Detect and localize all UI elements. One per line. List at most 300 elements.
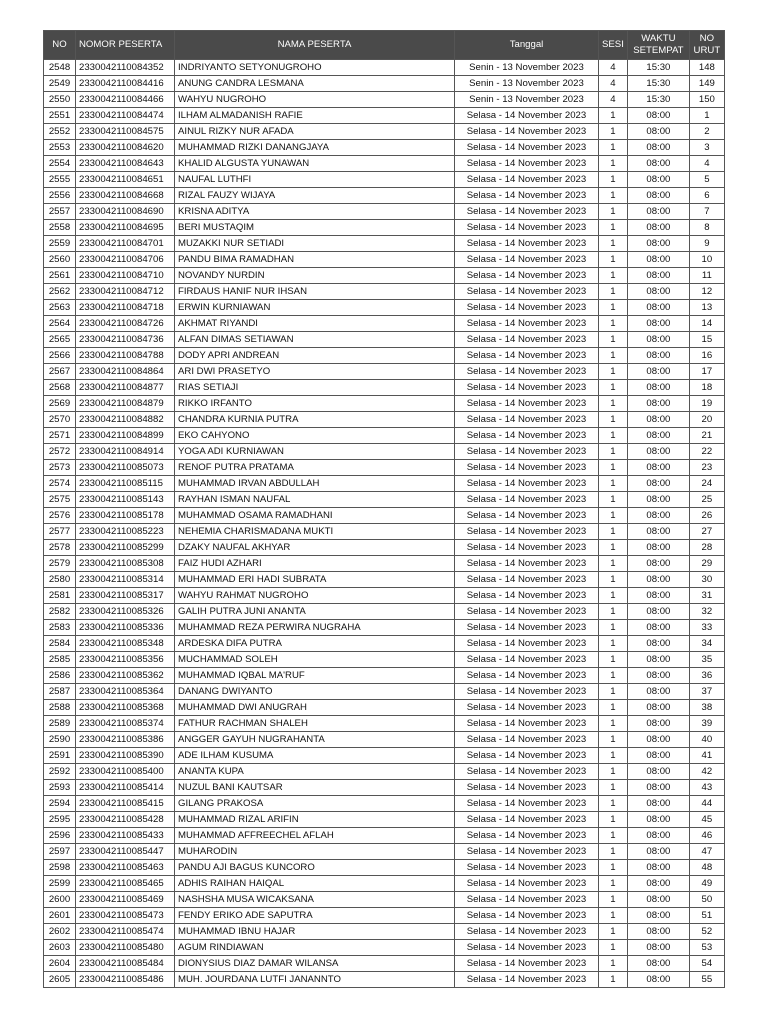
cell-waktu: 08:00 [627,124,689,140]
cell-no-urut: 28 [689,540,724,556]
table-row [44,652,725,668]
cell-no-urut: 40 [689,732,724,748]
cell-tanggal: Selasa - 14 November 2023 [455,828,599,844]
cell-sesi: 1 [599,300,628,316]
cell-sesi: 1 [599,412,628,428]
cell-sesi: 1 [599,492,628,508]
cell-nomor-peserta: 2330042110085368 [76,700,175,716]
cell-sesi: 1 [599,684,628,700]
cell-nomor-peserta: 2330042110085484 [76,956,175,972]
cell-no: 2571 [44,428,76,444]
cell-no: 2555 [44,172,76,188]
cell-no-urut: 47 [689,844,724,860]
table-row [44,620,725,636]
cell-sesi: 1 [599,636,628,652]
cell-nama-peserta: MUHARODIN [175,844,455,860]
cell-no: 2570 [44,412,76,428]
cell-nama-peserta: ANANTA KUPA [175,764,455,780]
table-row [44,92,725,108]
cell-nomor-peserta: 2330042110085143 [76,492,175,508]
cell-no-urut: 3 [689,140,724,156]
cell-nama-peserta: GALIH PUTRA JUNI ANANTA [175,604,455,620]
cell-tanggal: Selasa - 14 November 2023 [455,732,599,748]
table-row [44,76,725,92]
cell-sesi: 1 [599,316,628,332]
cell-sesi: 1 [599,380,628,396]
cell-no: 2583 [44,620,76,636]
cell-nama-peserta: INDRIYANTO SETYONUGROHO [175,60,455,76]
cell-no-urut: 50 [689,892,724,908]
cell-nama-peserta: NOVANDY NURDIN [175,268,455,284]
table-row [44,188,725,204]
cell-sesi: 4 [599,60,628,76]
cell-nama-peserta: ARDESKA DIFA PUTRA [175,636,455,652]
cell-tanggal: Selasa - 14 November 2023 [455,252,599,268]
cell-tanggal: Selasa - 14 November 2023 [455,220,599,236]
cell-no: 2582 [44,604,76,620]
cell-no-urut: 27 [689,524,724,540]
table-row [44,252,725,268]
table-row [44,956,725,972]
cell-nomor-peserta: 2330042110084899 [76,428,175,444]
cell-nama-peserta: MUH. JOURDANA LUTFI JANANNTO [175,972,455,988]
cell-tanggal: Selasa - 14 November 2023 [455,652,599,668]
cell-waktu: 08:00 [627,844,689,860]
cell-no-urut: 36 [689,668,724,684]
cell-tanggal: Selasa - 14 November 2023 [455,924,599,940]
cell-sesi: 1 [599,396,628,412]
cell-nama-peserta: NEHEMIA CHARISMADANA MUKTI [175,524,455,540]
table-row [44,892,725,908]
cell-waktu: 08:00 [627,220,689,236]
cell-no-urut: 5 [689,172,724,188]
cell-no-urut: 51 [689,908,724,924]
table-row [44,876,725,892]
cell-waktu: 08:00 [627,588,689,604]
cell-sesi: 1 [599,652,628,668]
cell-nomor-peserta: 2330042110085433 [76,828,175,844]
cell-nomor-peserta: 2330042110084914 [76,444,175,460]
cell-tanggal: Selasa - 14 November 2023 [455,668,599,684]
cell-waktu: 08:00 [627,252,689,268]
table-row [44,908,725,924]
cell-nama-peserta: EKO CAHYONO [175,428,455,444]
cell-no: 2597 [44,844,76,860]
cell-no: 2572 [44,444,76,460]
cell-sesi: 1 [599,700,628,716]
cell-nomor-peserta: 2330042110085073 [76,460,175,476]
cell-sesi: 1 [599,476,628,492]
cell-nama-peserta: KRISNA ADITYA [175,204,455,220]
cell-tanggal: Selasa - 14 November 2023 [455,316,599,332]
cell-sesi: 1 [599,572,628,588]
table-row [44,524,725,540]
cell-sesi: 1 [599,940,628,956]
cell-waktu: 15:30 [627,76,689,92]
cell-waktu: 08:00 [627,332,689,348]
cell-no-urut: 33 [689,620,724,636]
cell-tanggal: Selasa - 14 November 2023 [455,300,599,316]
cell-tanggal: Selasa - 14 November 2023 [455,684,599,700]
cell-no-urut: 38 [689,700,724,716]
cell-nama-peserta: ANUNG CANDRA LESMANA [175,76,455,92]
cell-tanggal: Selasa - 14 November 2023 [455,780,599,796]
cell-sesi: 4 [599,76,628,92]
cell-sesi: 1 [599,844,628,860]
cell-nomor-peserta: 2330042110085336 [76,620,175,636]
cell-nama-peserta: ANGGER GAYUH NUGRAHANTA [175,732,455,748]
cell-tanggal: Senin - 13 November 2023 [455,92,599,108]
cell-tanggal: Selasa - 14 November 2023 [455,284,599,300]
cell-sesi: 1 [599,972,628,988]
cell-sesi: 1 [599,108,628,124]
cell-tanggal: Selasa - 14 November 2023 [455,476,599,492]
cell-no: 2562 [44,284,76,300]
cell-nomor-peserta: 2330042110085473 [76,908,175,924]
cell-nomor-peserta: 2330042110084643 [76,156,175,172]
cell-waktu: 08:00 [627,188,689,204]
cell-nama-peserta: MUHAMMAD AFFREECHEL AFLAH [175,828,455,844]
cell-nama-peserta: DZAKY NAUFAL AKHYAR [175,540,455,556]
cell-sesi: 1 [599,556,628,572]
cell-sesi: 1 [599,812,628,828]
cell-waktu: 08:00 [627,684,689,700]
cell-no: 2602 [44,924,76,940]
cell-no-urut: 2 [689,124,724,140]
cell-nama-peserta: ARI DWI PRASETYO [175,364,455,380]
table-row [44,828,725,844]
table-body [44,60,725,988]
table-row [44,428,725,444]
cell-tanggal: Selasa - 14 November 2023 [455,204,599,220]
cell-nama-peserta: ILHAM ALMADANISH RAFIE [175,108,455,124]
table-row [44,844,725,860]
cell-nama-peserta: NUZUL BANI KAUTSAR [175,780,455,796]
cell-tanggal: Senin - 13 November 2023 [455,76,599,92]
cell-sesi: 1 [599,348,628,364]
cell-nomor-peserta: 2330042110085415 [76,796,175,812]
header-row [44,31,725,60]
cell-nama-peserta: MUHAMMAD RIZAL ARIFIN [175,812,455,828]
cell-waktu: 08:00 [627,140,689,156]
cell-sesi: 1 [599,876,628,892]
cell-nama-peserta: MUHAMMAD REZA PERWIRA NUGRAHA [175,620,455,636]
cell-nomor-peserta: 2330042110085299 [76,540,175,556]
cell-nama-peserta: FAIZ HUDI AZHARI [175,556,455,572]
cell-nomor-peserta: 2330042110084882 [76,412,175,428]
table-row [44,380,725,396]
cell-no-urut: 34 [689,636,724,652]
cell-nomor-peserta: 2330042110084651 [76,172,175,188]
cell-no-urut: 18 [689,380,724,396]
cell-tanggal: Selasa - 14 November 2023 [455,380,599,396]
cell-no: 2564 [44,316,76,332]
cell-nomor-peserta: 2330042110084695 [76,220,175,236]
cell-tanggal: Selasa - 14 November 2023 [455,412,599,428]
cell-tanggal: Selasa - 14 November 2023 [455,908,599,924]
cell-nomor-peserta: 2330042110084864 [76,364,175,380]
cell-nomor-peserta: 2330042110085314 [76,572,175,588]
cell-no-urut: 7 [689,204,724,220]
cell-nama-peserta: MUHAMMAD OSAMA RAMADHANI [175,508,455,524]
cell-no-urut: 24 [689,476,724,492]
cell-nomor-peserta: 2330042110084736 [76,332,175,348]
table-row [44,444,725,460]
cell-no-urut: 12 [689,284,724,300]
cell-no-urut: 32 [689,604,724,620]
cell-waktu: 08:00 [627,716,689,732]
cell-waktu: 08:00 [627,204,689,220]
cell-tanggal: Selasa - 14 November 2023 [455,508,599,524]
cell-no-urut: 9 [689,236,724,252]
cell-waktu: 08:00 [627,908,689,924]
cell-sesi: 1 [599,252,628,268]
cell-tanggal: Selasa - 14 November 2023 [455,812,599,828]
cell-no: 2561 [44,268,76,284]
cell-sesi: 1 [599,588,628,604]
cell-nama-peserta: AGUM RINDIAWAN [175,940,455,956]
cell-no: 2560 [44,252,76,268]
cell-waktu: 08:00 [627,508,689,524]
cell-nomor-peserta: 2330042110084466 [76,92,175,108]
cell-nama-peserta: ADE ILHAM KUSUMA [175,748,455,764]
table-row [44,124,725,140]
table-row [44,556,725,572]
table-row [44,764,725,780]
cell-no-urut: 148 [689,60,724,76]
cell-nama-peserta: DODY APRI ANDREAN [175,348,455,364]
cell-waktu: 08:00 [627,572,689,588]
cell-tanggal: Selasa - 14 November 2023 [455,172,599,188]
table-row [44,268,725,284]
cell-no: 2596 [44,828,76,844]
table-row [44,316,725,332]
cell-tanggal: Selasa - 14 November 2023 [455,716,599,732]
header-no: NO [44,31,76,60]
cell-waktu: 08:00 [627,652,689,668]
cell-sesi: 1 [599,668,628,684]
header-sesi: SESI [599,31,628,60]
cell-tanggal: Selasa - 14 November 2023 [455,860,599,876]
table-row [44,780,725,796]
cell-no-urut: 45 [689,812,724,828]
cell-sesi: 1 [599,188,628,204]
cell-no: 2559 [44,236,76,252]
cell-no: 2569 [44,396,76,412]
cell-tanggal: Selasa - 14 November 2023 [455,876,599,892]
table-header [44,31,725,60]
cell-sesi: 1 [599,204,628,220]
cell-nomor-peserta: 2330042110084690 [76,204,175,220]
table-row [44,812,725,828]
cell-nama-peserta: FATHUR RACHMAN SHALEH [175,716,455,732]
cell-nama-peserta: PANDU AJI BAGUS KUNCORO [175,860,455,876]
cell-tanggal: Selasa - 14 November 2023 [455,604,599,620]
table-row [44,924,725,940]
cell-no: 2601 [44,908,76,924]
cell-no-urut: 8 [689,220,724,236]
cell-waktu: 08:00 [627,924,689,940]
table-row [44,396,725,412]
cell-no-urut: 52 [689,924,724,940]
cell-nomor-peserta: 2330042110085390 [76,748,175,764]
cell-no-urut: 25 [689,492,724,508]
cell-nomor-peserta: 2330042110084416 [76,76,175,92]
cell-sesi: 1 [599,540,628,556]
cell-nama-peserta: MUHAMMAD ERI HADI SUBRATA [175,572,455,588]
table-row [44,364,725,380]
cell-no: 2592 [44,764,76,780]
cell-nama-peserta: RIZAL FAUZY WIJAYA [175,188,455,204]
cell-waktu: 08:00 [627,828,689,844]
cell-sesi: 1 [599,924,628,940]
cell-nomor-peserta: 2330042110085469 [76,892,175,908]
cell-nama-peserta: FENDY ERIKO ADE SAPUTRA [175,908,455,924]
cell-waktu: 08:00 [627,812,689,828]
cell-nama-peserta: RENOF PUTRA PRATAMA [175,460,455,476]
cell-tanggal: Selasa - 14 November 2023 [455,620,599,636]
cell-nomor-peserta: 2330042110085326 [76,604,175,620]
cell-waktu: 08:00 [627,540,689,556]
table-row [44,604,725,620]
cell-nama-peserta: ADHIS RAIHAN HAIQAL [175,876,455,892]
cell-nomor-peserta: 2330042110084706 [76,252,175,268]
cell-sesi: 1 [599,780,628,796]
cell-no-urut: 13 [689,300,724,316]
cell-waktu: 15:30 [627,92,689,108]
header-waktu-setempat: WAKTU SETEMPAT [627,31,689,60]
cell-waktu: 08:00 [627,172,689,188]
cell-waktu: 08:00 [627,156,689,172]
cell-nomor-peserta: 2330042110085308 [76,556,175,572]
cell-sesi: 1 [599,764,628,780]
cell-sesi: 1 [599,460,628,476]
cell-no: 2552 [44,124,76,140]
cell-sesi: 1 [599,892,628,908]
cell-nama-peserta: BERI MUSTAQIM [175,220,455,236]
cell-sesi: 1 [599,220,628,236]
header-no-urut: NO URUT [689,31,724,60]
cell-nomor-peserta: 2330042110084352 [76,60,175,76]
cell-nama-peserta: NASHSHA MUSA WICAKSANA [175,892,455,908]
cell-sesi: 1 [599,524,628,540]
header-nomor-peserta: NOMOR PESERTA [76,31,175,60]
cell-nama-peserta: MUZAKKI NUR SETIADI [175,236,455,252]
table-row [44,140,725,156]
cell-sesi: 1 [599,140,628,156]
cell-nama-peserta: WAHYU RAHMAT NUGROHO [175,588,455,604]
cell-nama-peserta: RIKKO IRFANTO [175,396,455,412]
cell-waktu: 08:00 [627,524,689,540]
cell-no-urut: 42 [689,764,724,780]
cell-nomor-peserta: 2330042110085223 [76,524,175,540]
cell-no: 2574 [44,476,76,492]
cell-waktu: 08:00 [627,108,689,124]
cell-no-urut: 29 [689,556,724,572]
cell-nama-peserta: WAHYU NUGROHO [175,92,455,108]
table-row [44,572,725,588]
cell-tanggal: Selasa - 14 November 2023 [455,972,599,988]
cell-waktu: 15:30 [627,60,689,76]
cell-waktu: 08:00 [627,604,689,620]
cell-waktu: 08:00 [627,492,689,508]
cell-no: 2548 [44,60,76,76]
cell-nomor-peserta: 2330042110085486 [76,972,175,988]
cell-no-urut: 49 [689,876,724,892]
table-row [44,236,725,252]
cell-no: 2587 [44,684,76,700]
cell-no-urut: 53 [689,940,724,956]
cell-nomor-peserta: 2330042110084788 [76,348,175,364]
table-row [44,668,725,684]
cell-sesi: 1 [599,332,628,348]
cell-tanggal: Selasa - 14 November 2023 [455,956,599,972]
cell-tanggal: Selasa - 14 November 2023 [455,492,599,508]
cell-tanggal: Selasa - 14 November 2023 [455,124,599,140]
cell-no: 2565 [44,332,76,348]
cell-no-urut: 21 [689,428,724,444]
cell-waktu: 08:00 [627,972,689,988]
cell-nomor-peserta: 2330042110085356 [76,652,175,668]
cell-no-urut: 55 [689,972,724,988]
cell-waktu: 08:00 [627,364,689,380]
table-row [44,300,725,316]
cell-waktu: 08:00 [627,476,689,492]
cell-tanggal: Selasa - 14 November 2023 [455,796,599,812]
cell-nomor-peserta: 2330042110085480 [76,940,175,956]
cell-no: 2588 [44,700,76,716]
cell-nomor-peserta: 2330042110084710 [76,268,175,284]
cell-no-urut: 6 [689,188,724,204]
cell-nomor-peserta: 2330042110085386 [76,732,175,748]
cell-nama-peserta: MUHAMMAD DWI ANUGRAH [175,700,455,716]
cell-no-urut: 19 [689,396,724,412]
cell-waktu: 08:00 [627,300,689,316]
cell-waktu: 08:00 [627,412,689,428]
cell-waktu: 08:00 [627,668,689,684]
table-row [44,972,725,988]
participant-table [43,30,725,988]
cell-no: 2566 [44,348,76,364]
cell-tanggal: Selasa - 14 November 2023 [455,236,599,252]
cell-nama-peserta: FIRDAUS HANIF NUR IHSAN [175,284,455,300]
cell-tanggal: Selasa - 14 November 2023 [455,572,599,588]
cell-no-urut: 4 [689,156,724,172]
cell-no: 2580 [44,572,76,588]
cell-no: 2589 [44,716,76,732]
cell-no: 2591 [44,748,76,764]
cell-nama-peserta: KHALID ALGUSTA YUNAWAN [175,156,455,172]
cell-no: 2577 [44,524,76,540]
cell-nomor-peserta: 2330042110085348 [76,636,175,652]
cell-sesi: 1 [599,236,628,252]
cell-waktu: 08:00 [627,636,689,652]
cell-waktu: 08:00 [627,700,689,716]
cell-sesi: 1 [599,428,628,444]
table-row [44,220,725,236]
cell-nomor-peserta: 2330042110085317 [76,588,175,604]
cell-nomor-peserta: 2330042110085474 [76,924,175,940]
cell-nomor-peserta: 2330042110084620 [76,140,175,156]
cell-nomor-peserta: 2330042110085428 [76,812,175,828]
cell-no-urut: 35 [689,652,724,668]
cell-tanggal: Selasa - 14 November 2023 [455,364,599,380]
cell-waktu: 08:00 [627,380,689,396]
cell-tanggal: Selasa - 14 November 2023 [455,588,599,604]
cell-waktu: 08:00 [627,748,689,764]
cell-no: 2550 [44,92,76,108]
cell-no: 2549 [44,76,76,92]
